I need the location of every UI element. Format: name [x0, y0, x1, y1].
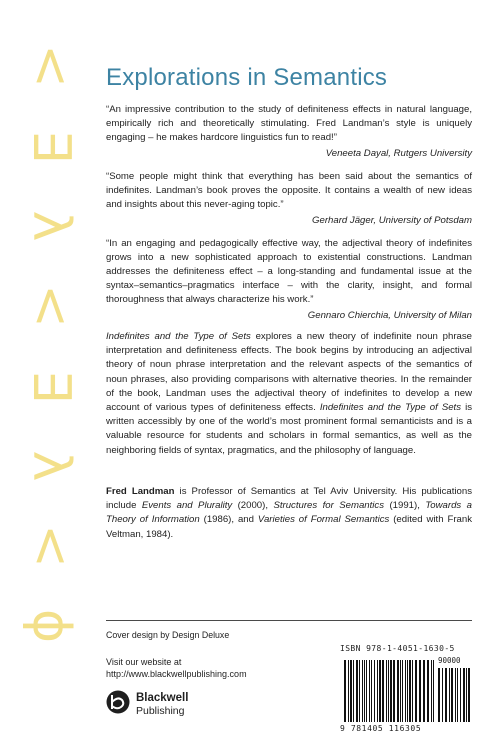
endorsement-author: Veneeta Dayal, Rutgers University [325, 148, 472, 159]
symbol-less: ∃ [21, 369, 81, 403]
endorsement-author: Gennaro Chierchia, University of Milan [307, 310, 472, 321]
bio-text: (1991), [384, 500, 426, 512]
book-title: Indefinites and the Type of Sets [319, 402, 462, 414]
series-title: Explorations in Semantics [106, 64, 388, 91]
symbol-lambda: λ [21, 210, 81, 242]
bio-text: is Professor of Semantics at Tel Aviv University. His publications include [106, 486, 472, 512]
endorsements [106, 103, 472, 332]
bio-text: (edited with Frank Veltman, 1984). [106, 514, 472, 540]
decorative-symbol-column [21, 40, 81, 670]
bio-text: (2000), [232, 500, 274, 512]
addon-barcode-icon [438, 668, 472, 722]
endorsement-text: “In an engaging and pedagogically effective way, the adjectival theory of indefinites grows into a new sophisticated approach to existential constructions. Landman addresses the definiteness effect – a long-standing and fundamental issue at the syntax–semantics–pragmatics interface – with the clarity, insight, and formal thoroughness that always characterize his work.” [106, 238, 472, 305]
endorsement [106, 103, 472, 161]
author-name: Fred Landman [106, 486, 175, 497]
symbol-exists: < [21, 284, 81, 328]
publisher-sub: Publishing [136, 705, 185, 717]
endorsement [106, 170, 472, 228]
symbol-exists: < [21, 524, 81, 568]
symbol-lambda: λ [21, 450, 81, 482]
publication-title: Events and Plurality [141, 500, 233, 512]
ean-digits: 9 781405 116305 [340, 724, 422, 733]
isbn-text: ISBN 978-1-4051-1630-5 [340, 644, 455, 653]
website-notice [106, 656, 247, 680]
endorsement-author: Gerhard Jäger, University of Potsdam [312, 215, 472, 226]
cover-design-credit: Cover design by Design Deluxe [106, 630, 230, 640]
endorsement-text: “An impressive contribution to the study of definiteness effects in natural language, empirically rich and theoretically stimulating. Fred Landman’s style is uniquely engaging – he makes hardcore linguistics fun to read!” [106, 104, 472, 143]
book-description [106, 330, 472, 458]
barcode [340, 638, 474, 740]
description-text: explores a new theory of indefinite noun phrase interpretation and definiteness effects. The book begins by introducing an adjectival theory of noun phrase interpretation and the relevant aspects of the semantics of noun phrases, also providing comparisons with alternative theories. In the remainder of the book, Landman uses the adjectival theory of indefinites to develop a new account of various types of definiteness effects. [106, 331, 473, 414]
price-code: 90000 [438, 656, 461, 665]
publication-title: Varieties of Formal Semantics [257, 514, 390, 526]
symbol-phi: < [21, 44, 81, 88]
website-url: http://www.blackwellpublishing.com [106, 669, 247, 679]
bio-text: (1986), and [199, 514, 258, 526]
symbol-less: ∃ [21, 129, 81, 163]
publication-title: Towards a Theory of Information [106, 500, 472, 526]
blackwell-logo-icon [106, 690, 130, 714]
visit-text: Visit our website at [106, 657, 182, 667]
description-text: is written accessibly by one of the world’s most prominent formal semanticists and is a valuable resource for students and scholars in formal semantics, as well as the neighboring fields of syntax, pragmatics, and the philosophy of language. [106, 402, 473, 456]
symbol-phi: ϕ [21, 608, 81, 644]
book-title: Indefinites and the Type of Sets [106, 331, 251, 342]
endorsement-text: “Some people might think that everything has been said about the semantics of indefinites. Landman’s book proves the opposite. It contains a wealth of new ideas and insights about this never-aging topic.” [106, 171, 472, 210]
publisher-logo [106, 690, 216, 720]
publisher-name: Blackwell [136, 692, 189, 704]
ean-barcode-icon [344, 660, 436, 722]
author-bio [106, 485, 472, 542]
endorsement [106, 237, 472, 323]
publication-title: Structures for Semantics [273, 500, 385, 512]
divider [106, 620, 472, 621]
